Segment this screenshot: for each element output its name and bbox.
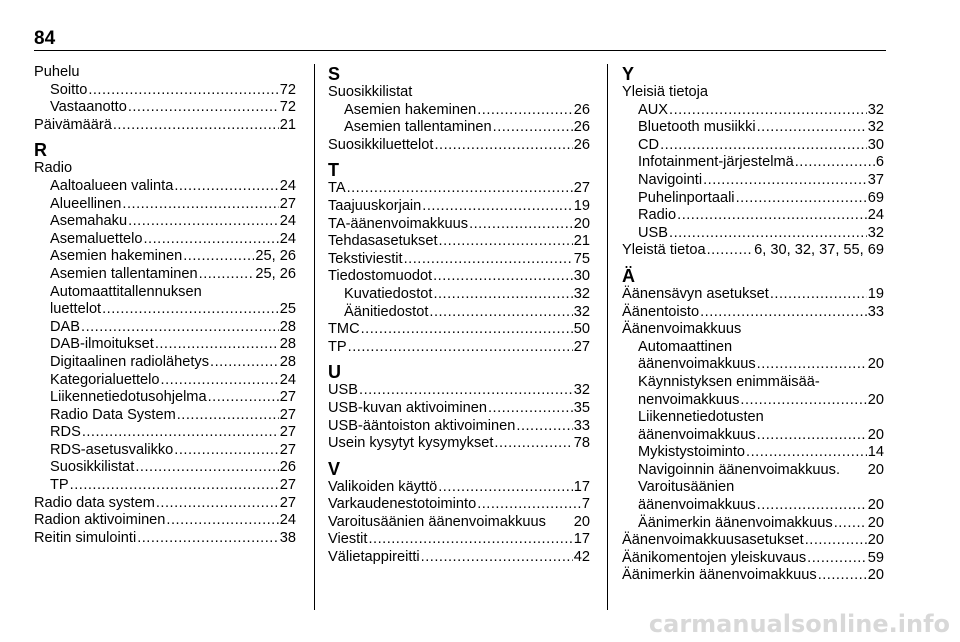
dot-leader (368, 531, 572, 549)
index-page-ref: 75 (573, 250, 590, 267)
index-term: Asemahaku (50, 213, 128, 230)
index-entry (34, 459, 296, 477)
index-page-ref: 78 (573, 435, 590, 452)
index-entry (622, 172, 884, 190)
dot-leader (805, 532, 867, 550)
index-page-ref: 19 (867, 285, 884, 302)
dot-leader (746, 444, 867, 462)
index-term: USB (638, 224, 669, 241)
index-entry (622, 462, 884, 480)
dot-leader (795, 154, 875, 172)
index-page-ref: 26 (573, 119, 590, 136)
index-entry (34, 442, 296, 460)
index-term: Tehdasasetukset (328, 233, 438, 250)
index-page-ref: 32 (573, 303, 590, 320)
index-term: Radio data system (34, 494, 155, 511)
index-entry (34, 117, 296, 135)
dot-leader (477, 496, 581, 514)
index-page-ref: 20 (867, 497, 884, 514)
index-term: äänenvoimakkuus (638, 497, 756, 514)
index-entry (34, 178, 296, 196)
index-term: Alueellinen (50, 195, 122, 212)
index-term: Usein kysytyt kysymykset (328, 435, 494, 452)
index-term: äänenvoimakkuus (638, 426, 756, 443)
dot-leader (434, 137, 572, 155)
index-entry (34, 248, 296, 266)
dot-leader (736, 190, 867, 208)
dot-leader (433, 268, 573, 286)
index-entry (328, 321, 590, 339)
dot-leader (177, 407, 279, 425)
index-page-ref: 27 (279, 406, 296, 423)
index-entry (34, 495, 296, 513)
index-page-ref: 33 (573, 417, 590, 434)
index-term: Valikoiden käyttö (328, 478, 438, 495)
index-term: äänenvoimakkuus (638, 356, 756, 373)
index-page-ref: 27 (279, 389, 296, 406)
index-letter-heading: Ä (622, 265, 635, 286)
index-page-ref: 27 (279, 477, 296, 494)
dot-leader (488, 400, 573, 418)
index-group-heading: Automaattitallennuksen (50, 283, 202, 300)
index-entry (34, 99, 296, 117)
index-page-ref: 20 (867, 356, 884, 373)
dot-leader (757, 356, 867, 374)
index-entry (622, 190, 884, 208)
index-term: Tiedostomuodot (328, 268, 433, 285)
index-term: Asemien hakeminen (344, 101, 477, 118)
index-page-ref: 6 (875, 154, 884, 171)
index-term: Navigoinnin äänenvoimakkuus. (638, 461, 841, 478)
index-term: Viestit (328, 531, 368, 548)
dot-leader (660, 137, 867, 155)
index-page-ref: 32 (573, 382, 590, 399)
index-entry (328, 496, 590, 514)
dot-leader (757, 119, 867, 137)
index-page-ref: 26 (573, 136, 590, 153)
index-term: Aaltoalueen valinta (50, 177, 174, 194)
index-term: Yleistä tietoa (622, 242, 706, 259)
dot-leader (88, 82, 278, 100)
index-entry (622, 444, 884, 462)
index-page-ref: 19 (573, 197, 590, 214)
index-term: nenvoimakkuus (638, 391, 740, 408)
index-entry (328, 286, 590, 304)
index-entry (34, 82, 296, 100)
index-term: USB-ääntoiston aktivoiminen (328, 417, 516, 434)
index-entry (34, 530, 296, 548)
index-entry (622, 392, 884, 410)
dot-leader (348, 339, 573, 357)
index-entry (34, 477, 296, 495)
index-column-1 (34, 64, 296, 547)
index-entry (622, 497, 884, 515)
index-term: Liikennetiedotusohjelma (50, 389, 207, 406)
index-term: Tekstiviestit (328, 250, 403, 267)
index-entry (622, 207, 884, 225)
index-page-ref: 32 (867, 101, 884, 118)
index-page-ref: 24 (279, 213, 296, 230)
index-term: TP (328, 338, 347, 355)
index-page-ref: 24 (279, 371, 296, 388)
index-entry (622, 119, 884, 137)
index-page-ref: 17 (573, 478, 590, 495)
dot-leader (770, 286, 867, 304)
index-page-ref: 25, 26 (255, 265, 296, 282)
index-term: DAB (50, 318, 81, 335)
dot-leader (82, 424, 279, 442)
dot-leader (208, 389, 279, 407)
index-page-ref: 27 (279, 441, 296, 458)
index-letter-heading: T (328, 160, 339, 181)
column-divider-2 (607, 64, 608, 610)
index-entry (622, 515, 884, 533)
dot-leader (161, 372, 279, 390)
index-entry (328, 400, 590, 418)
index-term: Äänitiedostot (344, 303, 429, 320)
index-entry (622, 137, 884, 155)
index-entry (622, 550, 884, 568)
dot-leader (135, 459, 278, 477)
index-page-ref: 7 (581, 496, 590, 513)
index-term: AUX (638, 101, 669, 118)
index-term: Asemien tallentaminen (344, 119, 492, 136)
index-letter-heading: Y (622, 64, 635, 84)
index-page-ref: 28 (279, 353, 296, 370)
index-page-ref: 27 (573, 180, 590, 197)
index-term: Äänensävyn asetukset (622, 285, 769, 302)
dot-leader (359, 382, 573, 400)
index-term: RDS (50, 424, 81, 441)
page-number: 84 (34, 28, 56, 49)
index-term: Soitto (50, 81, 88, 98)
dot-leader (677, 207, 867, 225)
index-page-ref: 24 (867, 207, 884, 224)
index-term: Suosikkilistat (50, 459, 135, 476)
dot-leader (122, 196, 278, 214)
index-page-ref: 32 (867, 224, 884, 241)
index-term: Digitaalinen radiolähetys (50, 353, 210, 370)
index-group-heading: Liikennetiedotusten (638, 409, 764, 426)
index-letter-heading: R (34, 140, 47, 161)
index-page-ref: 25 (279, 301, 296, 318)
dot-leader (477, 102, 573, 120)
index-term: Asemien hakeminen (50, 248, 183, 265)
index-entry (328, 198, 590, 216)
dot-leader (404, 251, 573, 269)
dot-leader (128, 99, 279, 117)
index-page-ref: 20 (867, 391, 884, 408)
index-page-ref: 24 (279, 177, 296, 194)
dot-leader (361, 321, 573, 339)
column-divider-1 (314, 64, 315, 610)
index-term: CD (638, 136, 660, 153)
index-entry (34, 266, 296, 284)
index-entry (328, 479, 590, 497)
index-term: Vastaanotto (50, 99, 127, 116)
dot-leader (156, 495, 279, 513)
dot-leader (669, 102, 867, 120)
dot-leader (669, 225, 867, 243)
index-term: Suosikkiluettelot (328, 136, 434, 153)
index-entry (34, 424, 296, 442)
dot-leader (166, 512, 278, 530)
dot-leader (429, 304, 572, 322)
dot-leader (438, 479, 573, 497)
index-page-ref: 28 (279, 336, 296, 353)
index-term: Bluetooth musiikki (638, 119, 756, 136)
index-entry (328, 216, 590, 234)
index-term: Radio Data System (50, 406, 176, 423)
index-page-ref: 72 (279, 99, 296, 116)
index-term: Taajuuskorjain (328, 197, 422, 214)
index-page-ref: 20 (573, 215, 590, 232)
index-term: Äänentoisto (622, 303, 700, 320)
index-entry (328, 304, 590, 322)
index-entry (34, 389, 296, 407)
dot-leader (128, 213, 279, 231)
index-term: Äänikomentojen yleiskuvaus (622, 549, 807, 566)
index-entry (622, 356, 884, 374)
header-rule (34, 50, 886, 51)
dot-leader (143, 231, 278, 249)
index-term: Reitin simulointi (34, 529, 137, 546)
dot-leader (703, 172, 867, 190)
index-term: Radion aktivoiminen (34, 512, 166, 529)
index-page-ref: 32 (867, 119, 884, 136)
index-term: Äänimerkin äänenvoimakkuus (638, 514, 833, 531)
index-entry (622, 225, 884, 243)
index-entry (34, 301, 296, 319)
index-term: TA (328, 180, 346, 197)
index-term: TP (50, 477, 69, 494)
index-group-heading: Suosikkilistat (328, 84, 413, 100)
index-page-ref: 69 (867, 189, 884, 206)
index-column-3 (622, 64, 884, 585)
index-page-ref: 6, 30, 32, 37, 55, 69 (754, 242, 884, 259)
index-page-ref: 21 (279, 116, 296, 133)
index-group-heading: Puhelu (34, 64, 80, 80)
index-term: TMC (328, 321, 360, 338)
index-entry (328, 102, 590, 120)
index-page-ref: 38 (279, 529, 296, 546)
index-page-ref: 32 (573, 285, 590, 302)
index-group-heading: Automaattinen (638, 338, 733, 355)
index-page-ref: 37 (867, 171, 884, 188)
index-group-heading: Radio (34, 160, 73, 177)
index-entry (34, 319, 296, 337)
index-term: Kuvatiedostot (344, 285, 433, 302)
index-term: Asemien tallentaminen (50, 265, 198, 282)
index-term: Kategorialuettelo (50, 371, 160, 388)
index-term: Puhelinportaali (638, 189, 735, 206)
index-group-heading: Äänenvoimakkuus (622, 321, 742, 338)
index-term: Varoitusäänien äänenvoimakkuus (328, 513, 546, 530)
index-page-ref: 30 (573, 268, 590, 285)
dot-leader (174, 178, 278, 196)
index-term: Päivämäärä (34, 116, 112, 133)
index-page-ref: 50 (573, 321, 590, 338)
index-entry (328, 268, 590, 286)
index-entry (622, 154, 884, 172)
index-term: luettelot (50, 301, 102, 318)
dot-leader (102, 301, 279, 319)
index-page-ref: 27 (279, 195, 296, 212)
index-term: Äänenvoimakkuusasetukset (622, 532, 804, 549)
index-term: Välietappireitti (328, 549, 420, 566)
index-entry (34, 231, 296, 249)
dot-leader (516, 418, 572, 436)
index-entry (622, 567, 884, 585)
dot-leader (155, 336, 279, 354)
index-page-ref: 17 (573, 531, 590, 548)
index-term: Mykistystoiminto (638, 444, 746, 461)
index-entry (328, 339, 590, 357)
index-entry (622, 304, 884, 322)
index-column-2 (328, 64, 590, 567)
index-page-ref: 25, 26 (255, 248, 296, 265)
index-term: Asemaluettelo (50, 230, 143, 247)
dot-leader (757, 497, 867, 515)
index-letter-heading: S (328, 64, 341, 84)
index-term: TA-äänenvoimakkuus (328, 215, 469, 232)
index-entry (328, 531, 590, 549)
dot-leader (421, 549, 573, 567)
dot-leader (137, 530, 279, 548)
index-entry (622, 242, 884, 260)
index-entry (622, 427, 884, 445)
index-entry (328, 119, 590, 137)
index-entry (34, 336, 296, 354)
index-page-ref: 20 (867, 532, 884, 549)
index-entry (328, 514, 590, 532)
dot-leader (439, 233, 573, 251)
dot-leader (422, 198, 572, 216)
dot-leader (433, 286, 572, 304)
index-entry (34, 354, 296, 372)
index-page-ref: 27 (573, 338, 590, 355)
index-term: USB (328, 382, 359, 399)
dot-leader (707, 242, 754, 260)
index-entry (34, 196, 296, 214)
dot-leader (757, 427, 867, 445)
index-entry (622, 286, 884, 304)
index-entry (328, 233, 590, 251)
dot-leader (807, 550, 867, 568)
index-page-ref: 20 (573, 513, 590, 530)
index-group-heading: Varoitusäänien (638, 479, 735, 496)
index-page-ref: 27 (279, 494, 296, 511)
dot-leader (740, 392, 866, 410)
index-entry (34, 372, 296, 390)
index-entry (328, 435, 590, 453)
index-entry (34, 213, 296, 231)
dot-leader (493, 119, 573, 137)
index-entry (328, 418, 590, 436)
index-group-heading: Käynnistyksen enimmäisää- (638, 373, 820, 390)
index-entry (328, 180, 590, 198)
index-entry (328, 549, 590, 567)
dot-leader (81, 319, 279, 337)
index-page-ref: 20 (867, 514, 884, 531)
dot-leader (494, 435, 572, 453)
index-term: RDS-asetusvalikko (50, 441, 174, 458)
index-entry (622, 532, 884, 550)
index-page-ref: 30 (867, 136, 884, 153)
index-entry (328, 382, 590, 400)
dot-leader (700, 304, 867, 322)
index-page-ref: 14 (867, 444, 884, 461)
index-page-ref: 35 (573, 399, 590, 416)
index-term: Varkaudenestotoiminto (328, 496, 477, 513)
index-page-ref: 72 (279, 81, 296, 98)
index-page-ref: 20 (867, 426, 884, 443)
dot-leader (183, 248, 254, 266)
dot-leader (113, 117, 279, 135)
index-group-heading: Yleisiä tietoja (622, 84, 708, 100)
index-term: DAB-ilmoitukset (50, 336, 154, 353)
index-entry (34, 407, 296, 425)
index-term: Infotainment-järjestelmä (638, 154, 794, 171)
index-entry (328, 251, 590, 269)
index-term: Navigointi (638, 171, 703, 188)
index-term: Äänimerkin äänenvoimakkuus (622, 567, 817, 584)
dot-leader (210, 354, 279, 372)
index-page-ref: 28 (279, 318, 296, 335)
index-page-ref: 42 (573, 549, 590, 566)
index-page-ref: 26 (279, 459, 296, 476)
index-page-ref: 26 (573, 101, 590, 118)
watermark: carmanualsonline.info (648, 610, 950, 638)
dot-leader (469, 216, 573, 234)
index-term: USB-kuvan aktivoiminen (328, 399, 487, 416)
index-entry (622, 102, 884, 120)
index-page-ref: 33 (867, 303, 884, 320)
index-page-ref: 20 (867, 567, 884, 584)
dot-leader (818, 567, 867, 585)
index-page-ref: 24 (279, 230, 296, 247)
index-page-ref: 20 (867, 461, 884, 478)
index-term: Radio (638, 207, 677, 224)
index-letter-heading: U (328, 362, 341, 383)
dot-leader (347, 180, 573, 198)
dot-leader (834, 515, 867, 533)
index-entry (328, 137, 590, 155)
index-page-ref: 59 (867, 549, 884, 566)
index-page-ref: 27 (279, 424, 296, 441)
dot-leader (199, 266, 255, 284)
index-entry (34, 512, 296, 530)
index-page-ref: 24 (279, 512, 296, 529)
dot-leader (70, 477, 279, 495)
index-letter-heading: V (328, 458, 341, 479)
index-page-ref: 21 (573, 233, 590, 250)
dot-leader (174, 442, 278, 460)
